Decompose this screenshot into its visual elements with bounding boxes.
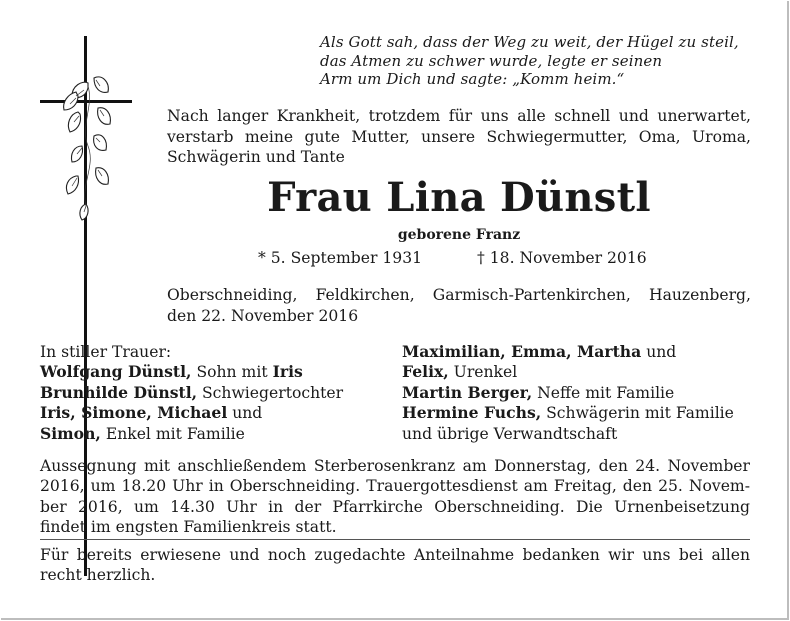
funeral-line: Aussegnung mit anschließendem Sterberosenkranz am Donnerstag, den 24. November — [40, 457, 750, 475]
death-announcement — [167, 106, 751, 168]
announcement-line: Nach langer Krankheit, trotzdem für uns alle schnell und unerwartet, — [167, 107, 751, 125]
place-and-date — [167, 285, 751, 326]
funeral-line: findet im engsten Familienkreis statt. — [40, 517, 337, 536]
mourners-heading: In stiller Trauer: — [40, 343, 172, 361]
funeral-line: ber 2016, um 14.30 Uhr in der Pfarrkirche Oberschneiding. Die Urnenbeisetzung — [40, 497, 750, 516]
divider — [40, 539, 750, 540]
quote-line: Als Gott sah, dass der Weg zu weit, der Hügel zu steil, — [320, 33, 739, 51]
announcement-line: Schwägerin und Tante — [167, 148, 345, 166]
life-dates — [167, 247, 751, 269]
mourner-entry: Hermine Fuchs, Schwägerin mit Familie — [402, 403, 734, 423]
mourner-entry: und übrige Verwandtschaft — [402, 424, 618, 443]
quote-line: Arm um Dich und sagte: „Komm heim.“ — [320, 70, 625, 88]
mourner-entry: Simon, Enkel mit Familie — [40, 423, 245, 443]
mourner-entry: Martin Berger, Neffe mit Familie — [402, 382, 675, 402]
mourners-left-column — [40, 342, 385, 444]
funeral-details — [40, 456, 750, 537]
quote-line: das Atmen zu schwer wurde, legte er seinen — [320, 51, 663, 70]
mourner-entry: Maximilian, Emma, Martha und — [402, 342, 677, 361]
opening-quote — [320, 33, 770, 89]
thanks-line: recht herzlich. — [40, 566, 156, 585]
date-line: den 22. November 2016 — [167, 306, 359, 325]
place-line: Oberschneiding, Feldkirchen, Garmisch-Partenkirchen, Hauzenberg, — [167, 286, 751, 304]
announcement-line: verstarb meine gute Mutter, unsere Schwiegermutter, Oma, Uroma, — [167, 127, 751, 146]
thanks-line: Für bereits erwiesene und noch zugedachte Anteilnahme bedanken wir uns bei allen — [40, 546, 750, 564]
funeral-line: 2016, um 18.20 Uhr in Oberschneiding. Trauergottesdienst am Freitag, den 25. Novem- — [40, 477, 750, 496]
death-date: † 18. November 2016 — [477, 249, 647, 267]
mourner-entry: Wolfgang Dünstl, Sohn mit Iris — [40, 362, 303, 382]
thanks-note — [40, 545, 750, 586]
deceased-name: Frau Lina Dünstl — [267, 174, 651, 221]
birth-name: geborene Franz — [397, 227, 521, 243]
mourner-entry: Iris, Simone, Michael und — [40, 403, 263, 423]
mourner-entry: Brunhilde Dünstl, Schwiegertochter — [40, 382, 344, 402]
birth-date: * 5. September 1931 — [258, 249, 423, 267]
mourners-right-column — [402, 342, 772, 444]
mourner-entry: Felix, Urenkel — [402, 362, 518, 382]
